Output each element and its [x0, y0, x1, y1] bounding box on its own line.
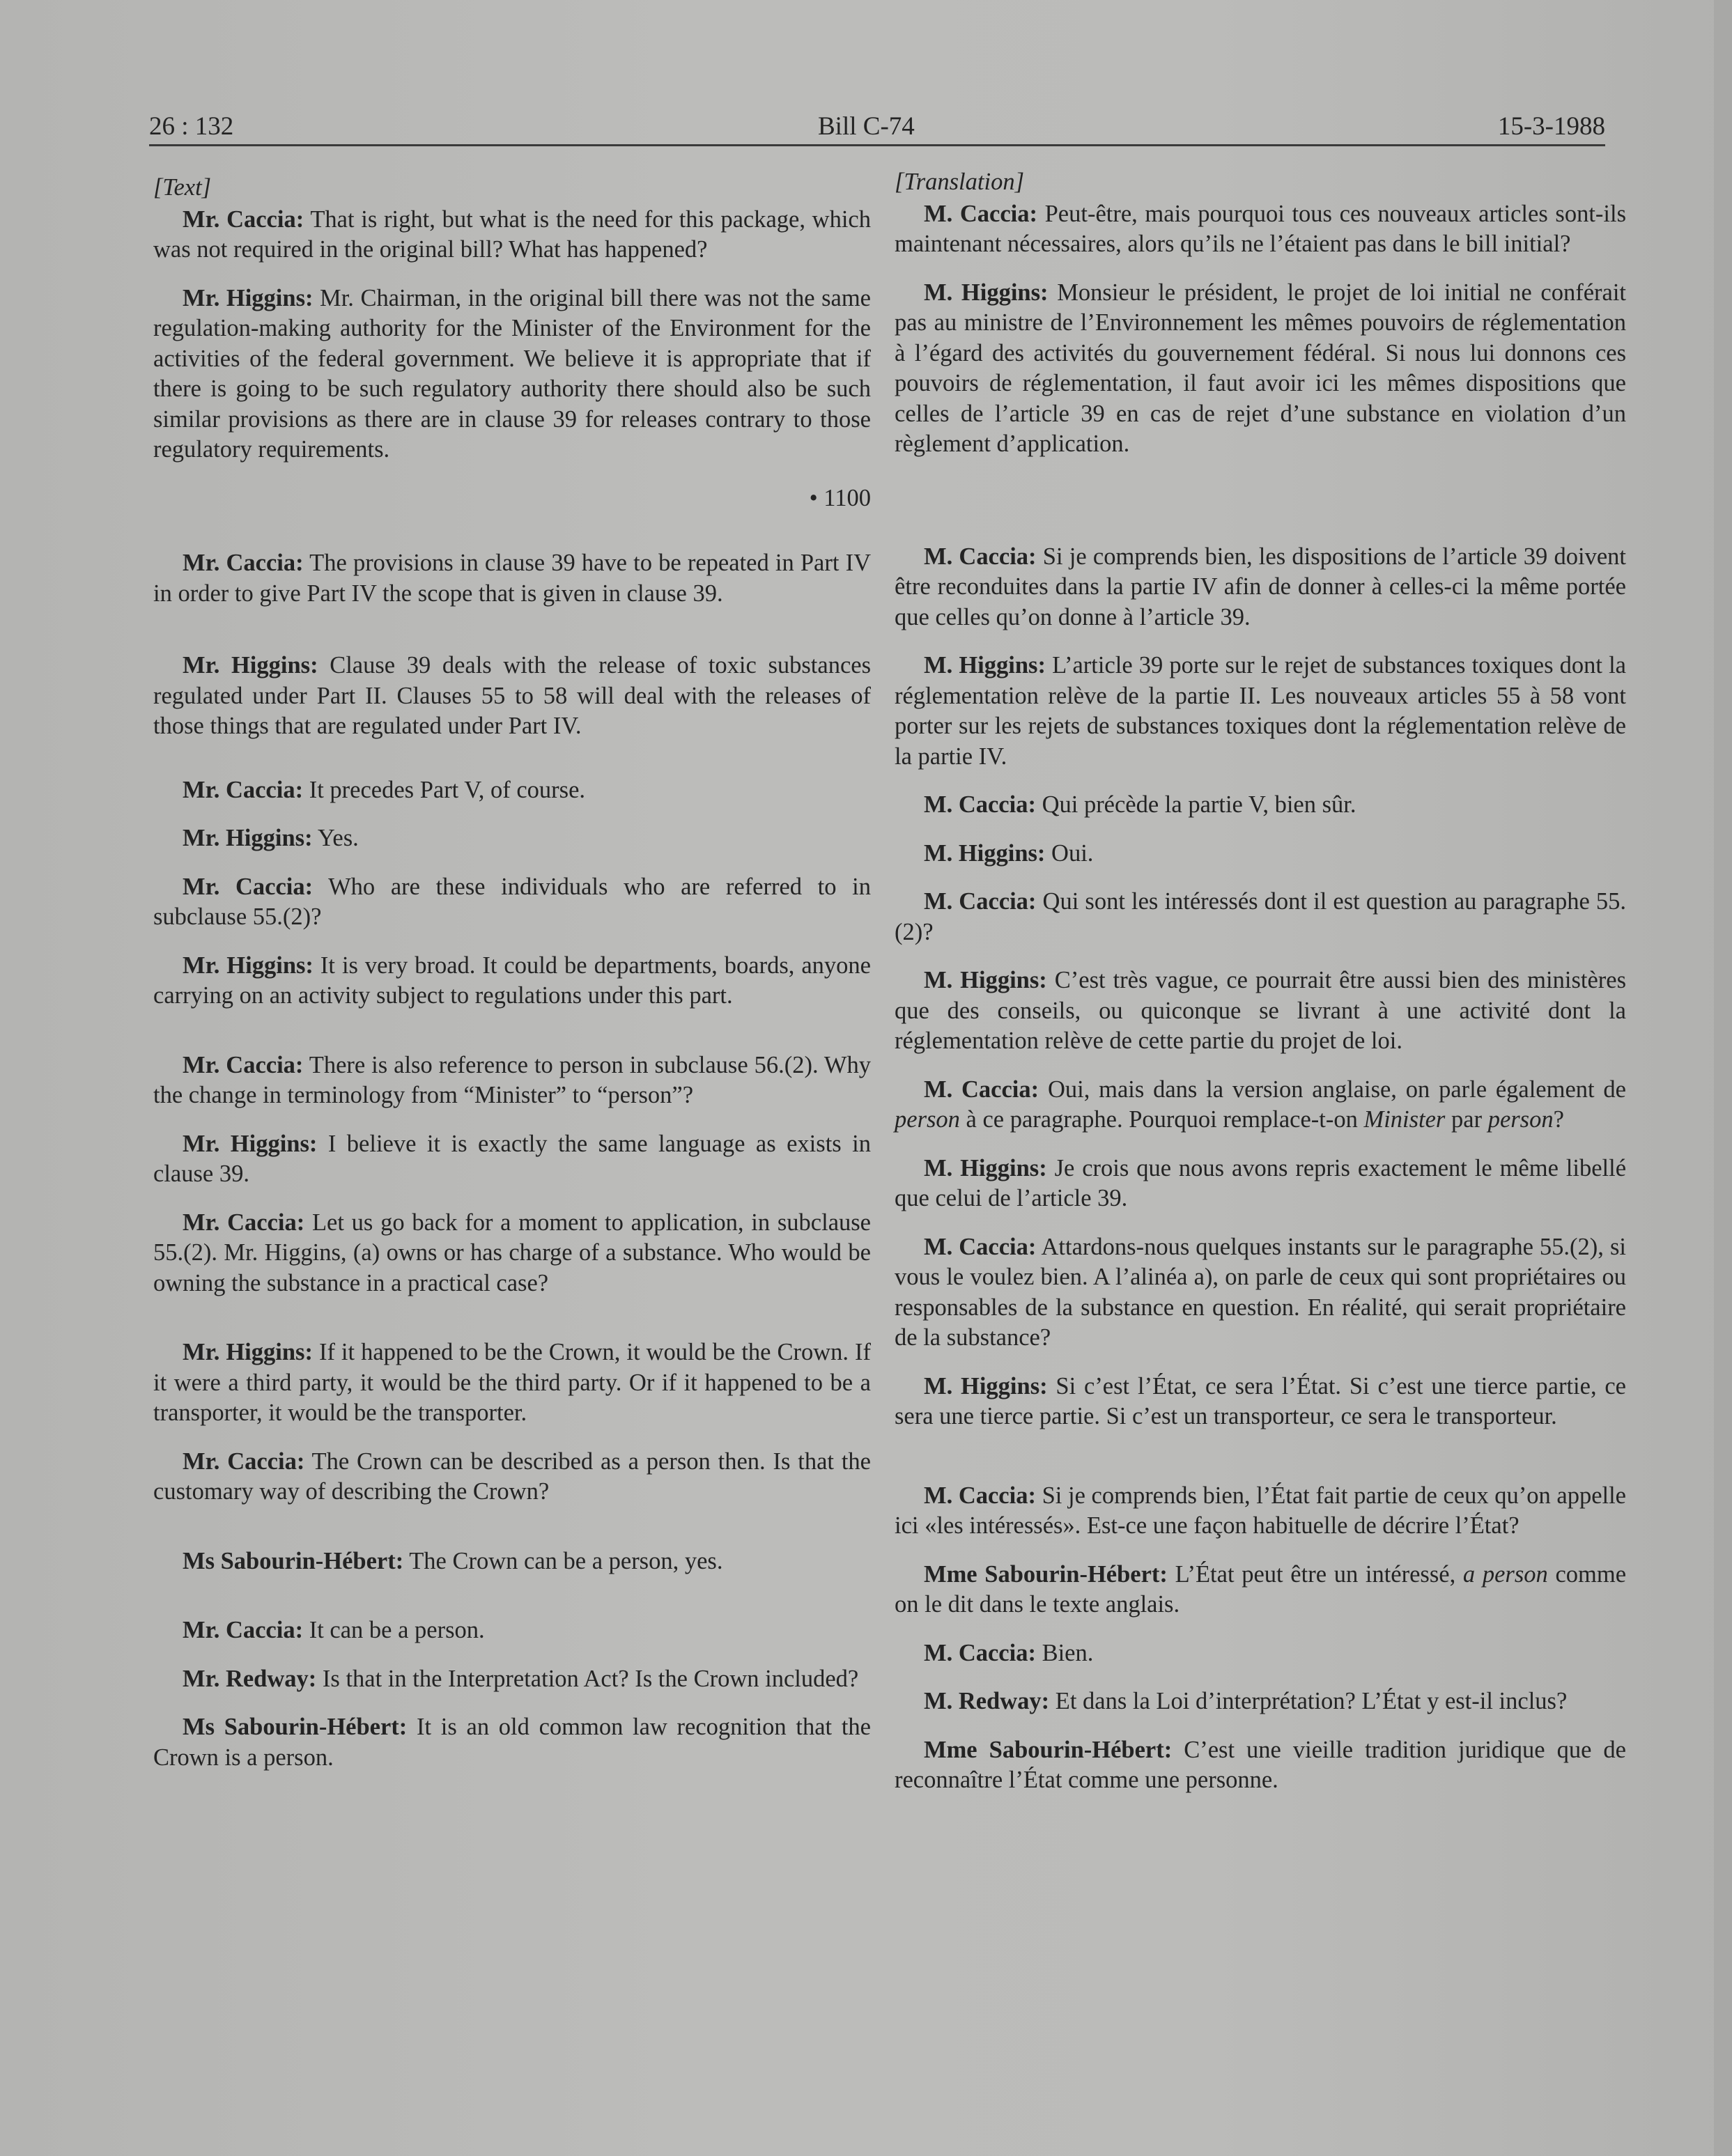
speaker-name: Mme Sabourin-Hébert:: [924, 1736, 1173, 1763]
speech-text: It can be a person.: [303, 1617, 485, 1643]
speaker-name: M. Caccia:: [924, 1482, 1036, 1509]
speech-text: Si je comprends bien, les dispositions de l’article 39 doivent être reconduites dans la partie IV afin de donner à celles-ci la même portée que celles qu’on donne à l’article 39.: [895, 543, 1626, 630]
speaker-name: M. Higgins:: [924, 279, 1049, 306]
transcript-paragraph: [153, 775, 871, 806]
speech-text: I believe it is exactly the same language as exists in clause 39.: [153, 1130, 871, 1187]
french-column: [895, 167, 1626, 1814]
transcript-paragraph: [153, 548, 871, 609]
speaker-name: Mr. Higgins:: [183, 952, 314, 979]
page-number: 26 : 132: [149, 112, 234, 141]
transcript-paragraph: [153, 205, 871, 265]
speaker-name: M. Higgins:: [924, 839, 1046, 867]
speaker-name: Mr. Higgins:: [183, 1130, 318, 1157]
transcript-paragraph: [153, 823, 871, 854]
transcript-paragraph: [153, 1712, 871, 1773]
transcript-paragraph: [153, 872, 871, 933]
speech-text: comme on le dit dans le texte anglais.: [895, 1560, 1627, 1618]
speaker-name: Ms Sabourin-Hébert:: [183, 1547, 404, 1574]
speaker-name: M. Caccia:: [924, 888, 1037, 915]
italic-term: person: [895, 1106, 960, 1133]
speech-text: Si je comprends bien, l’État fait partie de ceux qu’on appelle ici «les intéressés». Est-ce une façon habituelle de décrire l’État?: [895, 1482, 1626, 1539]
speaker-name: M. Caccia:: [924, 1076, 1039, 1103]
speech-text: Let us go back for a moment to application, in subclause 55.(2). Mr. Higgins, (a) owns or has charge of a substance. Who would be owning the substance in a practical case?: [153, 1209, 871, 1296]
transcript-paragraph: [895, 1735, 1626, 1796]
speaker-name: M. Caccia:: [924, 1639, 1036, 1666]
transcript-paragraph: [895, 839, 1626, 869]
speaker-name: M. Higgins:: [924, 1154, 1047, 1181]
transcript-paragraph: [153, 1050, 871, 1111]
transcript-paragraph: [895, 651, 1626, 772]
speaker-name: Mr. Caccia:: [183, 776, 304, 803]
transcript-paragraph: [153, 1129, 871, 1190]
transcript-paragraph: [153, 1664, 871, 1695]
italic-term: a person: [1462, 1560, 1548, 1588]
speaker-name: Mr. Caccia:: [183, 1617, 304, 1643]
transcript-paragraph: [895, 199, 1626, 260]
speaker-name: Mr. Higgins:: [183, 1339, 313, 1365]
speaker-name: Mr. Caccia:: [183, 1209, 305, 1236]
transcript-paragraph: [895, 965, 1626, 1057]
speaker-name: Mr. Higgins:: [183, 652, 318, 678]
english-column: [153, 173, 871, 1791]
transcript-paragraph: [895, 887, 1626, 947]
speech-text: It precedes Part V, of course.: [303, 776, 586, 803]
speaker-name: Mr. Higgins:: [183, 284, 314, 311]
transcript-paragraph: [153, 1546, 871, 1577]
translation-marker: [Translation]: [895, 169, 1024, 195]
transcript-paragraph: [895, 542, 1626, 633]
transcript-paragraph: [895, 1232, 1626, 1354]
speech-text: The Crown can be described as a person then. Is that the customary way of describing the Crown?: [153, 1448, 871, 1505]
transcript-paragraph: [153, 1337, 871, 1429]
speaker-name: M. Caccia:: [924, 791, 1036, 818]
speaker-name: M. Higgins:: [924, 1372, 1048, 1399]
speech-text: par: [1445, 1106, 1488, 1133]
document-date: 15-3-1988: [1497, 112, 1605, 141]
speaker-name: M. Caccia:: [924, 543, 1037, 570]
speaker-name: Mr. Caccia:: [183, 205, 304, 233]
speech-text: The Crown can be a person, yes.: [403, 1547, 723, 1574]
speech-text: Monsieur le président, le projet de loi initial ne conférait pas au ministre de l’Environnement les mêmes pouvoirs de réglementation à l’égard des activités du gouvernement fédéral. Si nous lui donnons ces pouvoirs de réglementation, il faut avoir ici les mêmes dispositions que celles de l’article 39 en cas de rejet d’une substance en violation d’un règlement d’application.: [895, 279, 1627, 457]
transcript-paragraph: [153, 951, 871, 1011]
speech-text: Oui.: [1045, 839, 1094, 867]
speaker-name: M. Redway:: [924, 1688, 1050, 1714]
time-stamp: • 1100: [809, 484, 871, 511]
speech-text: L’État peut être un intéressé,: [1167, 1560, 1463, 1588]
page-header: [149, 101, 1605, 146]
document-title: Bill C-74: [818, 112, 915, 141]
speaker-name: Mr. Higgins:: [183, 825, 313, 851]
speech-text: It is very broad. It could be departments, boards, anyone carrying on an activity subject to regulations under this part.: [153, 952, 871, 1009]
transcript-paragraph: [153, 1447, 871, 1507]
speaker-name: Mme Sabourin-Hébert:: [924, 1560, 1168, 1588]
transcript-paragraph: [895, 1560, 1626, 1620]
speech-text: That is right, but what is the need for this package, which was not required in the original bill? What has happened?: [153, 205, 871, 263]
speech-text: Qui précède la partie V, bien sûr.: [1035, 791, 1356, 818]
speech-text: Attardons-nous quelques instants sur le paragraphe 55.(2), si vous le voulez bien. A l’alinéa a), on parle de ceux qui sont propriétaires ou responsables de la substance en question. En réalité, qui serait propriétaire de la substance?: [895, 1233, 1626, 1351]
speech-text: It is an old common law recognition that the Crown is a person.: [153, 1714, 871, 1771]
italic-term: person: [1487, 1106, 1554, 1133]
transcript-paragraph: [895, 1075, 1626, 1135]
transcript-paragraph: [153, 1208, 871, 1299]
speaker-name: Mr. Caccia:: [183, 1051, 304, 1078]
speech-text: C’est très vague, ce pourrait être aussi bien des ministères que des conseils, ou quiconque se livrant à une activité dont la réglementation relève de cette partie du projet de loi.: [895, 967, 1626, 1054]
speech-text: Oui, mais dans la version anglaise, on parle également de: [1039, 1076, 1626, 1103]
speaker-name: M. Caccia:: [924, 1233, 1037, 1260]
speech-text: Qui sont les intéressés dont il est question au paragraphe 55.(2)?: [895, 888, 1626, 945]
speech-text: ?: [1553, 1106, 1564, 1133]
speech-text: Clause 39 deals with the release of toxic substances regulated under Part II. Clauses 55 to 58 will deal with the releases of those things that are regulated under Part IV.: [153, 652, 871, 739]
transcript-paragraph: [895, 1638, 1626, 1669]
transcript-paragraph: [895, 790, 1626, 821]
transcript-paragraph: [153, 651, 871, 742]
speech-text: Et dans la Loi d’interprétation? L’État y est-il inclus?: [1049, 1688, 1568, 1714]
transcript-paragraph: [895, 1686, 1626, 1717]
speech-text: The provisions in clause 39 have to be repeated in Part IV in order to give Part IV the scope that is given in clause 39.: [153, 550, 871, 607]
speech-text: Peut-être, mais pourquoi tous ces nouveaux articles sont-ils maintenant nécessaires, alors qu’ils ne l’étaient pas dans le bill initial?: [895, 200, 1626, 257]
speech-text: There is also reference to person in subclause 56.(2). Why the change in terminology from “Minister” to “person”?: [153, 1051, 871, 1108]
speech-text: Je crois que nous avons repris exactement le même libellé que celui de l’article 39.: [895, 1154, 1627, 1211]
speech-text: C’est une vieille tradition juridique que de reconnaître l’État comme une personne.: [895, 1736, 1626, 1793]
transcript-paragraph: [895, 1154, 1626, 1214]
speech-text: Si c’est l’État, ce sera l’État. Si c’est une tierce partie, ce sera une tierce partie. Si c’est un transporteur, ce sera le transporteur.: [895, 1372, 1626, 1429]
speech-text: Yes.: [312, 825, 359, 851]
speech-text: Is that in the Interpretation Act? Is the Crown included?: [316, 1665, 859, 1692]
page-edge-shadow: [1714, 0, 1732, 2156]
speaker-name: Mr. Caccia:: [183, 873, 314, 900]
transcript-paragraph: [895, 1372, 1626, 1432]
speech-text: If it happened to be the Crown, it would be the Crown. If it were a third party, it would be the third party. Or if it happened to be a transporter, it would be the transporter.: [153, 1339, 871, 1426]
speaker-name: Mr. Caccia:: [183, 550, 304, 576]
speech-text: Mr. Chairman, in the original bill there was not the same regulation-making authority for the Minister of the Environment for the activities of the federal government. We believe it is appropriate that if there is going to be such regulatory authority there should also be such similar provisions as there are in clause 39 for releases contrary to those regulatory requirements.: [153, 284, 871, 463]
transcript-paragraph: [153, 284, 871, 465]
speaker-name: M. Higgins:: [924, 967, 1047, 993]
speech-text: Bien.: [1035, 1639, 1094, 1666]
text-marker: [Text]: [153, 174, 212, 201]
speaker-name: Ms Sabourin-Hébert:: [183, 1714, 408, 1740]
speaker-name: Mr. Caccia:: [183, 1448, 305, 1475]
transcript-paragraph: [895, 278, 1626, 460]
italic-term: Minister: [1363, 1106, 1446, 1133]
speech-text: à ce paragraphe. Pourquoi remplace-t-on: [959, 1106, 1364, 1133]
speech-text: Who are these individuals who are referred to in subclause 55.(2)?: [153, 873, 871, 930]
speaker-name: M. Higgins:: [924, 652, 1046, 678]
transcript-paragraph: [153, 1615, 871, 1646]
speaker-name: Mr. Redway:: [183, 1665, 317, 1692]
speaker-name: M. Caccia:: [924, 200, 1037, 227]
speech-text: L’article 39 porte sur le rejet de substances toxiques dont la réglementation relève de la partie II. Les nouveaux articles 55 à 58 vont porter sur les rejets de substances toxiques dont la réglementation relève de la partie IV.: [895, 652, 1626, 770]
transcript-paragraph: [895, 1481, 1626, 1542]
